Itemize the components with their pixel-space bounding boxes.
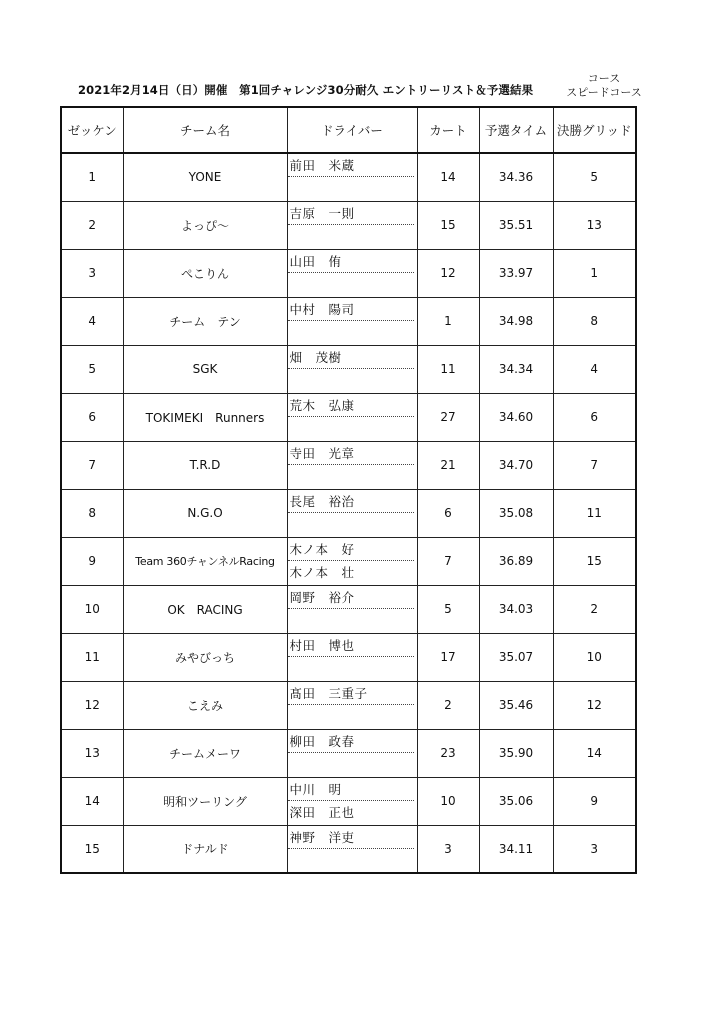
cell-driver [287,681,417,729]
table-row [61,681,636,729]
table-row [61,777,636,825]
cell-kart: 14 [417,153,479,201]
driver-name: 岡野 裕介 [288,586,414,609]
driver-name [288,513,414,536]
cell-number: 1 [61,153,123,201]
cell-kart: 21 [417,441,479,489]
team-name: ドナルド [181,842,229,857]
table-row [61,201,636,249]
driver-name [288,465,414,488]
driver-name: 木ノ本 好 [288,538,414,561]
driver-name [288,657,414,680]
cell-number: 11 [61,633,123,681]
cell-number: 12 [61,681,123,729]
cell-qualifying-time: 35.08 [479,489,553,537]
header-final-grid: 決勝グリッド [553,107,636,153]
table-row [61,489,636,537]
cell-team [123,441,287,489]
cell-number: 3 [61,249,123,297]
driver-name [288,417,414,440]
cell-kart: 17 [417,633,479,681]
driver-name: 髙田 三重子 [288,682,414,705]
cell-kart: 7 [417,537,479,585]
cell-kart: 10 [417,777,479,825]
cell-team [123,729,287,777]
cell-team [123,153,287,201]
driver-name [288,609,414,632]
header-kart: カート [417,107,479,153]
driver-name: 吉原 一則 [288,202,414,225]
table-row [61,729,636,777]
cell-final-grid: 9 [553,777,636,825]
cell-qualifying-time: 35.46 [479,681,553,729]
cell-team [123,201,287,249]
cell-driver [287,297,417,345]
cell-team [123,825,287,873]
cell-kart: 2 [417,681,479,729]
cell-driver [287,201,417,249]
driver-name [288,321,414,344]
cell-driver [287,537,417,585]
team-name: よっぴ～ [180,218,229,233]
cell-team [123,489,287,537]
cell-qualifying-time: 34.70 [479,441,553,489]
cell-kart: 5 [417,585,479,633]
cell-kart: 15 [417,201,479,249]
driver-name [288,369,414,392]
table-row [61,393,636,441]
cell-kart: 6 [417,489,479,537]
cell-driver [287,393,417,441]
cell-final-grid: 6 [553,393,636,441]
team-name: みやびっち [174,650,235,665]
cell-team [123,249,287,297]
cell-team [123,537,287,585]
course-heading: コース [587,72,621,85]
cell-qualifying-time: 34.98 [479,297,553,345]
cell-final-grid: 15 [553,537,636,585]
driver-name [288,225,414,248]
team-name: チーム テン [169,314,241,329]
cell-kart: 3 [417,825,479,873]
cell-team [123,585,287,633]
cell-driver [287,777,417,825]
driver-name: 畑 茂樹 [288,346,414,369]
driver-name: 荒木 弘康 [288,394,414,417]
cell-qualifying-time: 36.89 [479,537,553,585]
cell-kart: 1 [417,297,479,345]
cell-kart: 23 [417,729,479,777]
cell-driver [287,345,417,393]
cell-final-grid: 2 [553,585,636,633]
driver-name: 長尾 裕治 [288,490,414,513]
cell-qualifying-time: 33.97 [479,249,553,297]
cell-number: 9 [61,537,123,585]
cell-team [123,681,287,729]
cell-qualifying-time: 34.03 [479,585,553,633]
cell-number: 7 [61,441,123,489]
cell-team [123,345,287,393]
team-name: OK RACING [167,602,243,617]
cell-final-grid: 4 [553,345,636,393]
cell-kart: 11 [417,345,479,393]
team-name: こえみ [186,698,223,713]
cell-driver [287,585,417,633]
driver-name [288,273,414,296]
team-name: N.G.O [187,506,223,520]
cell-final-grid: 7 [553,441,636,489]
cell-final-grid: 1 [553,249,636,297]
cell-qualifying-time: 35.90 [479,729,553,777]
cell-final-grid: 14 [553,729,636,777]
table-row [61,825,636,873]
team-name: チームメーワ [168,746,241,761]
driver-name: 山田 侑 [288,250,414,273]
cell-number: 15 [61,825,123,873]
cell-team [123,393,287,441]
table-row [61,249,636,297]
table-row [61,585,636,633]
driver-name: 神野 洋吏 [288,826,414,849]
cell-qualifying-time: 34.11 [479,825,553,873]
cell-final-grid: 5 [553,153,636,201]
cell-final-grid: 12 [553,681,636,729]
table-row [61,153,636,201]
cell-driver [287,489,417,537]
header-number: ゼッケン [61,107,123,153]
table-row [61,345,636,393]
table-row [61,441,636,489]
table-row [61,633,636,681]
team-name: ぺこりん [180,266,229,281]
header-row [61,107,636,153]
cell-team [123,777,287,825]
course-label [556,72,652,100]
cell-final-grid: 3 [553,825,636,873]
table-row [61,297,636,345]
cell-final-grid: 13 [553,201,636,249]
cell-number: 10 [61,585,123,633]
driver-name: 木ノ本 壮 [289,565,355,580]
cell-number: 13 [61,729,123,777]
cell-number: 8 [61,489,123,537]
team-name: 明和ツーリング [163,794,247,809]
header-team: チーム名 [123,107,287,153]
driver-name: 柳田 政春 [288,730,414,753]
team-name: YONE [188,170,222,185]
driver-name: 村田 博也 [288,634,414,657]
cell-driver [287,249,417,297]
cell-driver [287,441,417,489]
cell-driver [287,633,417,681]
course-name: スピードコース [566,86,642,99]
cell-qualifying-time: 35.51 [479,201,553,249]
driver-name: 寺田 光章 [288,442,414,465]
header-qualifying-time: 予選タイム [479,107,553,153]
entry-table [60,106,637,874]
cell-qualifying-time: 34.36 [479,153,553,201]
cell-team [123,297,287,345]
cell-number: 2 [61,201,123,249]
driver-name: 前田 米蔵 [288,154,414,177]
team-name: T.R.D [189,458,221,472]
cell-qualifying-time: 34.34 [479,345,553,393]
cell-number: 5 [61,345,123,393]
team-name: SGK [192,362,218,376]
cell-final-grid: 8 [553,297,636,345]
driver-name: 中川 明 [288,778,414,801]
cell-driver [287,729,417,777]
cell-kart: 12 [417,249,479,297]
team-name: Team 360チャンネルRacing [135,555,275,568]
cell-number: 6 [61,393,123,441]
cell-number: 14 [61,777,123,825]
cell-number: 4 [61,297,123,345]
team-name: TOKIMEKI Runners [145,410,265,425]
cell-qualifying-time: 34.60 [479,393,553,441]
cell-driver [287,825,417,873]
cell-kart: 27 [417,393,479,441]
cell-final-grid: 11 [553,489,636,537]
table-row [61,537,636,585]
driver-name [288,753,414,776]
driver-name [288,177,414,200]
driver-name [288,705,414,728]
cell-driver [287,153,417,201]
cell-final-grid: 10 [553,633,636,681]
driver-name: 中村 陽司 [288,298,414,321]
cell-team [123,633,287,681]
driver-name: 深田 正也 [289,805,355,820]
cell-qualifying-time: 35.06 [479,777,553,825]
cell-qualifying-time: 35.07 [479,633,553,681]
driver-name [288,849,414,872]
header-driver: ドライバー [287,107,417,153]
document-title: 2021年2月14日（日）開催 第1回チャレンジ30分耐久 エントリーリスト＆予選結果 [78,83,534,97]
